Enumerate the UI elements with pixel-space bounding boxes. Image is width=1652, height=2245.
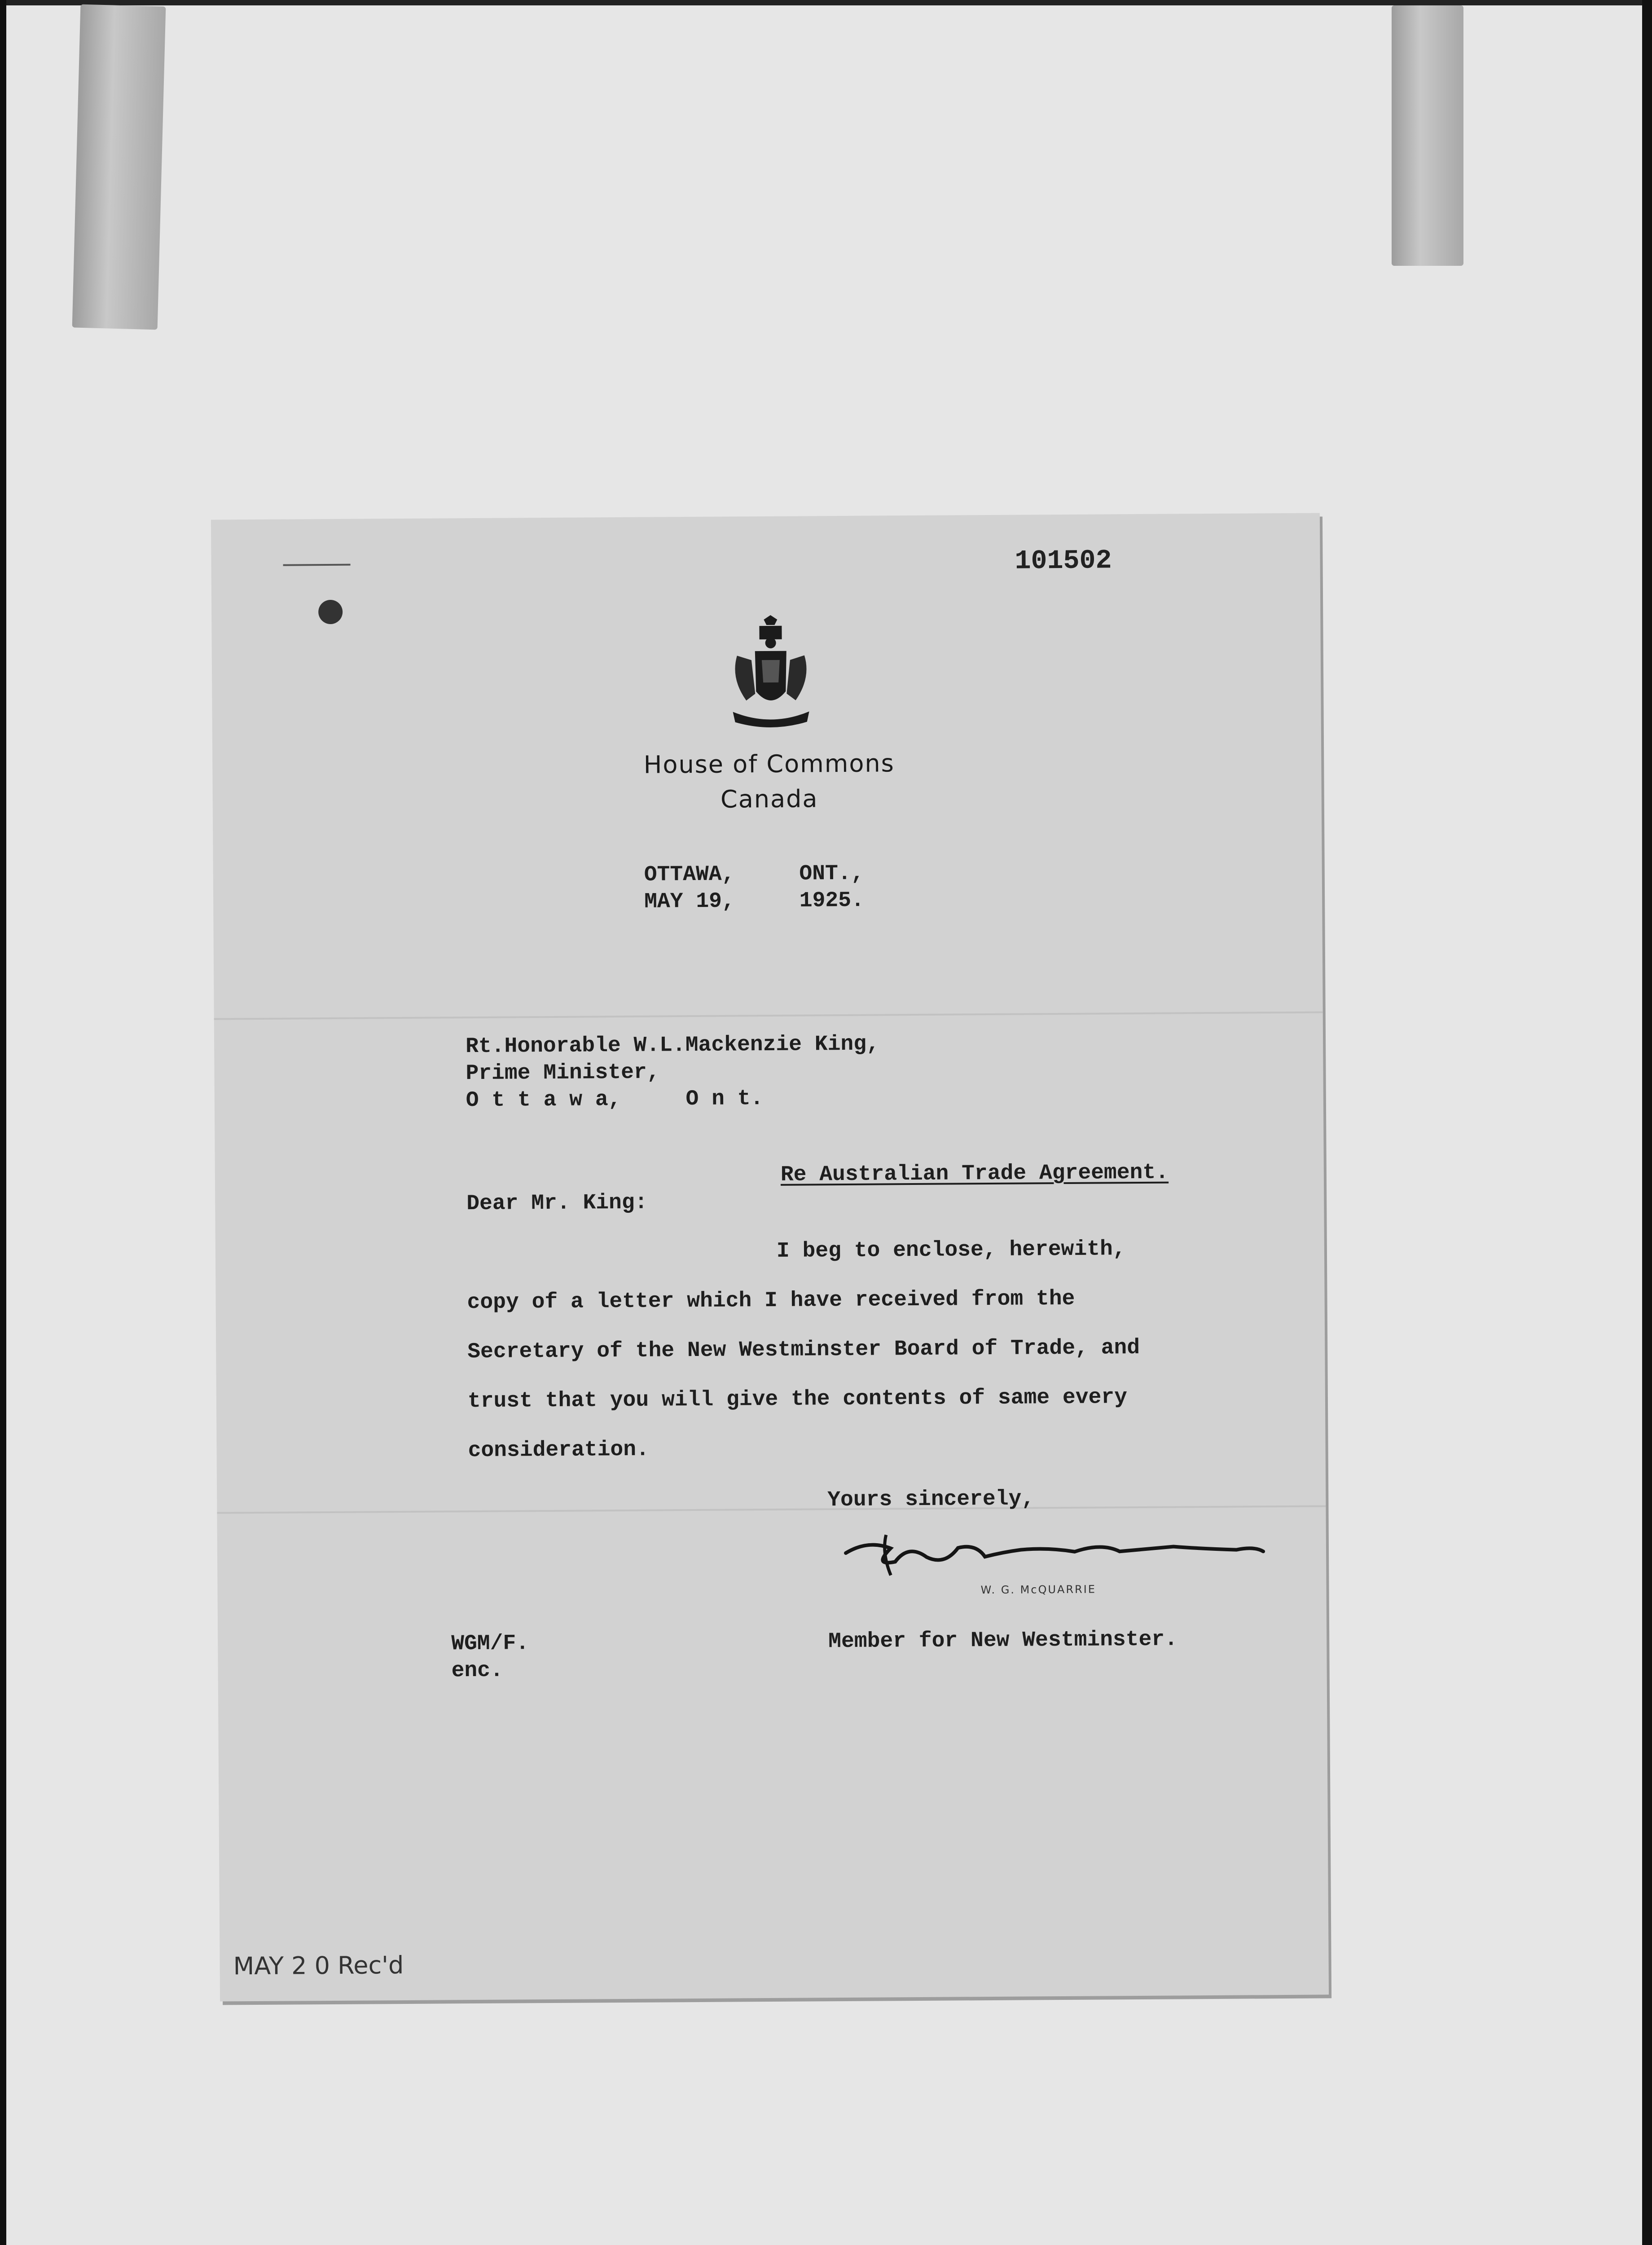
- signature-icon: [841, 1523, 1273, 1589]
- pencil-mark: [283, 564, 351, 566]
- received-stamp: MAY 2 0 Rec'd: [233, 1951, 404, 1981]
- signer-title: Member for New Westminster.: [828, 1627, 1178, 1654]
- body-line: trust that you will give the contents of same every: [467, 1385, 1128, 1414]
- recipient-line: Rt.Honorable W.L.Mackenzie King,: [465, 1032, 880, 1059]
- reference-initials: WGM/F.: [451, 1631, 529, 1656]
- dateline-place: OTTAWA, ONT.,: [644, 861, 864, 887]
- document-number: 101502: [1015, 546, 1112, 577]
- recipient-line: Prime Minister,: [466, 1060, 660, 1086]
- coat-of-arms-icon: [728, 615, 814, 732]
- letter-sheet: [211, 513, 1329, 2001]
- subject-line: Re Australian Trade Agreement.: [780, 1160, 1169, 1187]
- letterhead-canada: Canada: [720, 784, 818, 814]
- recipient-line: O t t a w a, O n t.: [466, 1087, 764, 1113]
- body-line: consideration.: [468, 1437, 650, 1463]
- salutation: Dear Mr. King:: [466, 1190, 648, 1216]
- dateline-date: MAY 19, 1925.: [644, 888, 865, 914]
- letterhead-house-of-commons: House of Commons: [643, 749, 895, 779]
- film-edge-left: [0, 0, 6, 2245]
- fold-line: [214, 1011, 1323, 1020]
- body-line: copy of a letter which I have received from the: [467, 1286, 1075, 1315]
- enclosure-note: enc.: [451, 1658, 503, 1683]
- body-line: I beg to enclose, herewith,: [776, 1237, 1126, 1263]
- closing: Yours sincerely,: [827, 1487, 1035, 1513]
- film-edge-right: [1642, 0, 1652, 2245]
- punch-hole: [318, 600, 343, 624]
- mounting-tape: [72, 4, 166, 330]
- film-edge-top: [0, 0, 1652, 5]
- signature-name: W. G. McQUARRIE: [980, 1583, 1097, 1597]
- mounting-tape: [1392, 5, 1463, 266]
- body-line: Secretary of the New Westminster Board of Trade, and: [467, 1335, 1140, 1365]
- fold-line: [217, 1505, 1326, 1514]
